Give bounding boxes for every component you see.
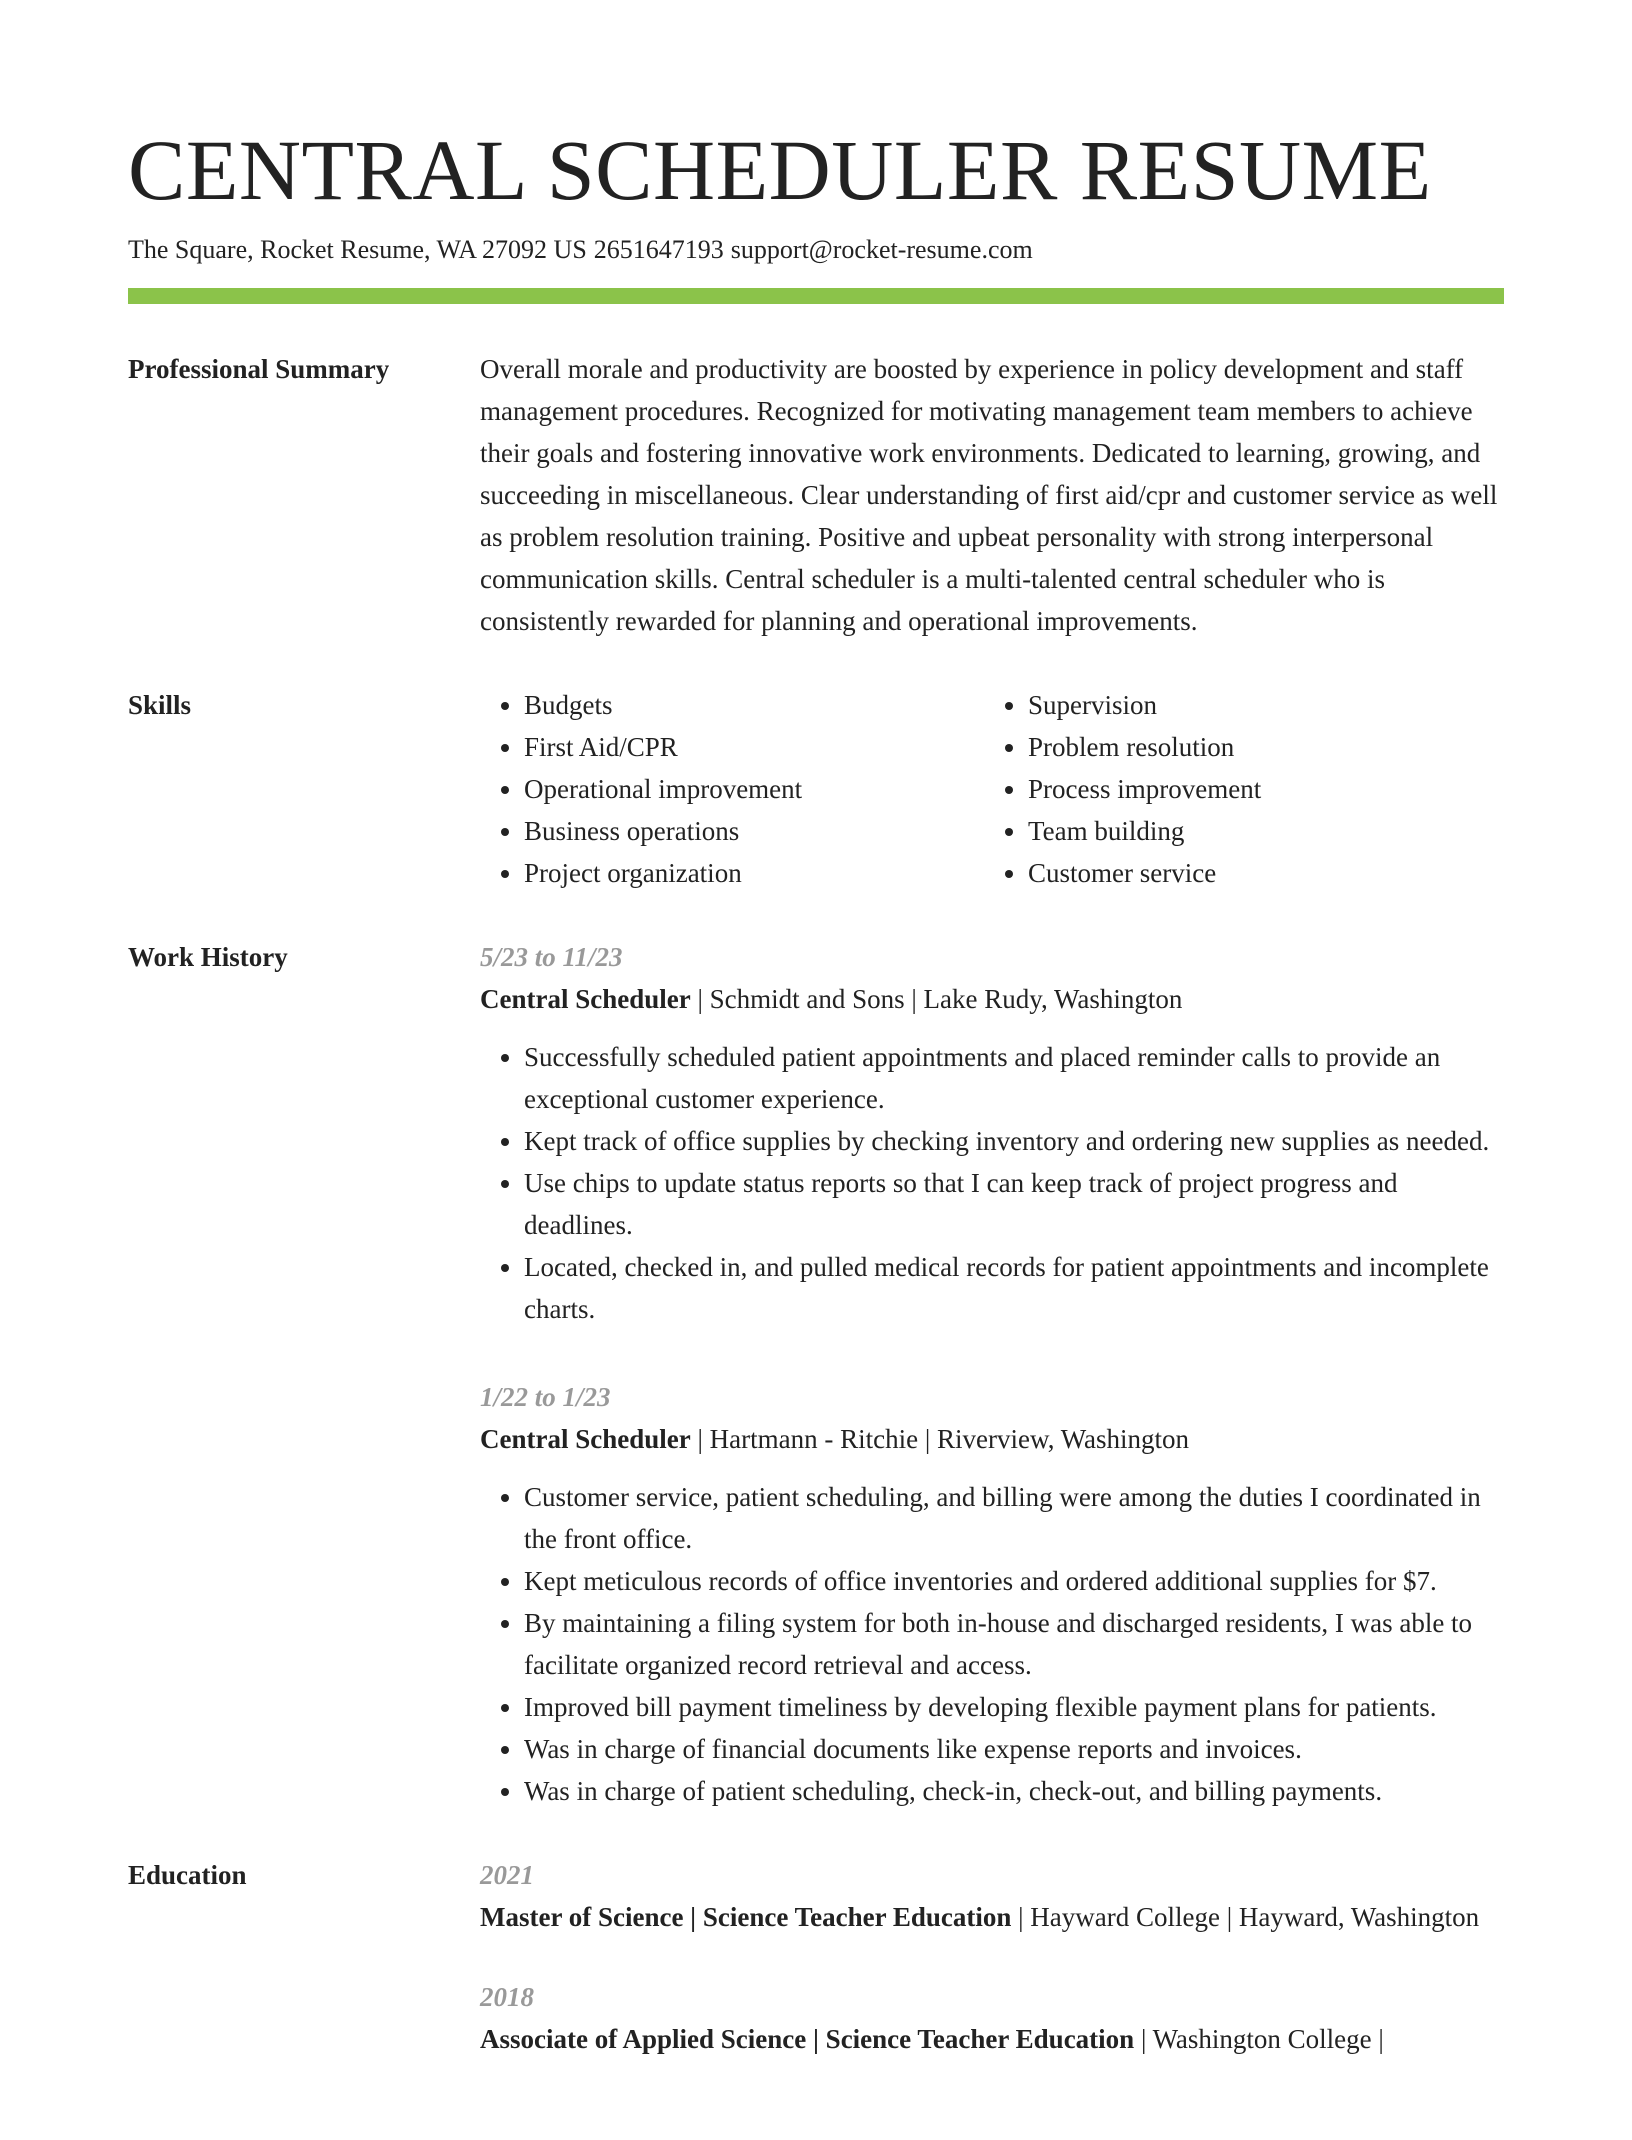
resume-header: [128, 120, 1504, 304]
job-role: [480, 978, 1504, 1020]
skills-body: [480, 684, 1504, 894]
work-history-body: [480, 936, 1504, 1812]
summary-text: Overall morale and productivity are boosted by experience in policy development and staff management procedures. Recognized for motivating management team members to achieve their goals and fostering innovative work environments. Dedicated to learning, growing, and succeeding in miscellaneous. Clear understanding of first aid/cpr and customer service as well as problem resolution training. Positive and upbeat personality with strong interpersonal communication skills. Central scheduler is a multi-talented central scheduler who is consistently rewarded for planning and operational improvements.: [480, 354, 1498, 636]
education-section: [128, 1854, 1504, 2098]
job-bullet: • By maintaining a filing system for both in-house and discharged residents, I was able to facilitate organized record retrieval and access.: [524, 1602, 1504, 1686]
skill-item: • Team building: [1028, 810, 1488, 852]
job-bullet: • Use chips to update status reports so that I can keep track of project progress and deadlines.: [524, 1162, 1504, 1246]
job-bullet: • Was in charge of financial documents like expense reports and invoices.: [524, 1728, 1504, 1770]
skill-item: • Project organization: [524, 852, 984, 894]
work-history-section: [128, 936, 1504, 1812]
job-role: [480, 1418, 1504, 1460]
contact-address: The Square, Rocket Resume, WA 27092 US: [128, 235, 587, 264]
skill-item: • Supervision: [1028, 684, 1488, 726]
job-bullet: • Customer service, patient scheduling, and billing were among the duties I coordinated in the front office.: [524, 1476, 1504, 1560]
skill-item: • Customer service: [1028, 852, 1488, 894]
job-bullet: • Kept track of office supplies by checking inventory and ordering new supplies as needed.: [524, 1120, 1504, 1162]
education-degree: Associate of Applied Science | Science Teacher Education: [480, 2024, 1135, 2054]
job-dates: 5/23 to 11/23: [480, 942, 623, 972]
header-divider: [128, 288, 1504, 304]
education-details: | Washington College |: [1134, 2024, 1384, 2054]
education-body: [480, 1854, 1504, 2098]
job-title: Central Scheduler: [480, 1424, 691, 1454]
skill-item: • Problem resolution: [1028, 726, 1488, 768]
skills-list-right: [984, 684, 1488, 894]
summary-body: [480, 348, 1504, 642]
education-details: | Hayward College | Hayward, Washington: [1011, 1902, 1480, 1932]
job-bullet: • Successfully scheduled patient appointments and placed reminder calls to provide an exceptional customer experience.: [524, 1036, 1504, 1120]
job-bullet: • Was in charge of patient scheduling, check-in, check-out, and billing payments.: [524, 1770, 1504, 1812]
skills-section: [128, 684, 1504, 894]
job-bullet: • Improved bill payment timeliness by developing flexible payment plans for patients.: [524, 1686, 1504, 1728]
section-label-summary: Professional Summary: [128, 354, 390, 384]
section-label-work: Work History: [128, 942, 288, 972]
summary-section: [128, 348, 1504, 642]
skill-item: • First Aid/CPR: [524, 726, 984, 768]
job-bullets: [480, 1476, 1504, 1812]
education-degree: Master of Science | Science Teacher Education: [480, 1902, 1012, 1932]
resume-sections: [128, 348, 1504, 2140]
education-degree-line: [480, 1896, 1504, 1938]
skill-item: • Process improvement: [1028, 768, 1488, 810]
job-title: Central Scheduler: [480, 984, 691, 1014]
resume-title: CENTRAL SCHEDULER RESUME: [128, 122, 1432, 218]
job-bullet: • Kept meticulous records of office inventories and ordered additional supplies for $7.: [524, 1560, 1504, 1602]
contact-phone: 2651647193: [593, 235, 724, 264]
education-year: 2021: [480, 1860, 534, 1890]
education-year: 2018: [480, 1982, 534, 2012]
job-entry: [480, 1376, 1504, 1812]
section-label-education: Education: [128, 1860, 247, 1890]
skill-item: • Budgets: [524, 684, 984, 726]
job-details: | Hartmann - Ritchie | Riverview, Washington: [690, 1424, 1190, 1454]
contact-email: support@rocket-resume.com: [730, 235, 1033, 264]
job-details: | Schmidt and Sons | Lake Rudy, Washington: [690, 984, 1183, 1014]
job-bullet: • Located, checked in, and pulled medical records for patient appointments and incomplete charts.: [524, 1246, 1504, 1330]
contact-line: [128, 232, 1504, 268]
job-entry: [480, 936, 1504, 1330]
education-entry: [480, 1976, 1504, 2060]
job-dates: 1/22 to 1/23: [480, 1382, 611, 1412]
skill-item: • Operational improvement: [524, 768, 984, 810]
skill-item: • Business operations: [524, 810, 984, 852]
job-bullets: [480, 1036, 1504, 1330]
education-degree-line: [480, 2018, 1504, 2060]
section-label-skills: Skills: [128, 690, 192, 720]
skills-list-left: [480, 684, 984, 894]
education-entry: [480, 1854, 1504, 1938]
